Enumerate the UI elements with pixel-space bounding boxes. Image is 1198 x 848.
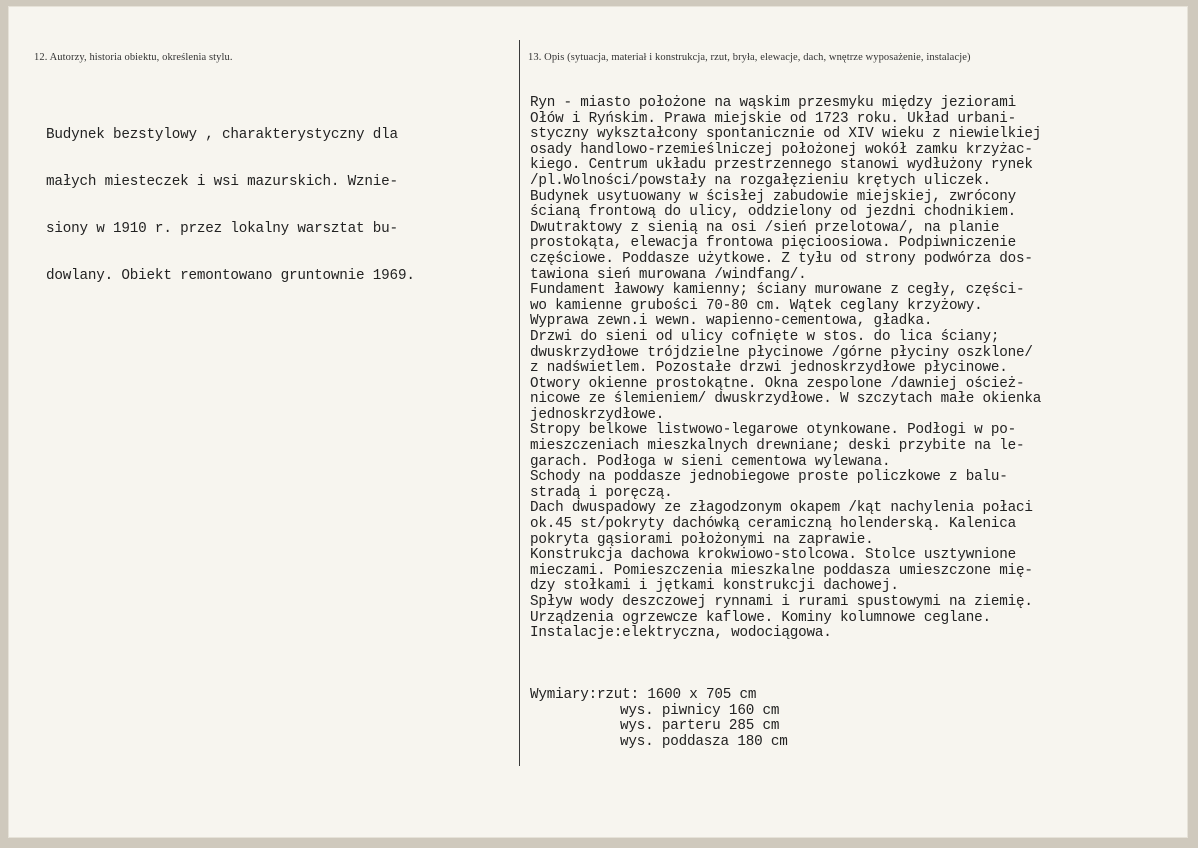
section-13-line: Stropy belkowe listwowo-legarowe otynkowane. Podłogi w po- xyxy=(530,422,1017,439)
section-13-line: stradą i poręczą. xyxy=(530,484,673,501)
section-13-line: prostokąta, elewacja frontowa pięcioosiowa. Podpiwniczenie xyxy=(530,235,1017,252)
section-12-heading: 12. Autorzy, historia obiektu, określenia stylu. xyxy=(34,52,233,63)
section-13-line: mieczami. Pomieszczenia mieszkalne poddasza umieszczone mię- xyxy=(530,562,1033,579)
section-13-line: Schody na poddasze jednobiegowe proste policzkowe z balu- xyxy=(530,469,1008,486)
section-13-line: dzy stołkami i jętkami konstrukcji dachowej. xyxy=(530,578,899,595)
dimension-value: wys. parteru 285 cm xyxy=(620,718,780,735)
section-13-line: garach. Podłoga w sieni cementowa wylewana. xyxy=(530,453,891,470)
section-13-line: Instalacje:elektryczna, wodociągowa. xyxy=(530,625,832,642)
section-13-line: Drzwi do sieni od ulicy cofnięte w stos. do lica ściany; xyxy=(530,328,1000,345)
dimension-value: wys. poddasza 180 cm xyxy=(620,733,788,750)
section-13-line: wo kamienne grubości 70-80 cm. Wątek ceglany krzyżowy. xyxy=(530,297,983,314)
section-13-line: /pl.Wolności/powstały na rozgałęzieniu krętych uliczek. xyxy=(530,172,991,189)
dimension-row xyxy=(530,688,788,704)
section-12-text xyxy=(46,97,415,300)
section-13-line: Ryn - miasto położone na wąskim przesmyku między jeziorami xyxy=(530,95,1017,111)
section-13-line: Wyprawa zewn.i wewn. wapienno-cementowa, gładka. xyxy=(530,313,933,330)
section-12-line: siony w 1910 r. przez lokalny warsztat bu- xyxy=(46,220,398,237)
dimensions-block xyxy=(530,688,788,750)
section-13-line: Fundament ławowy kamienny; ściany murowane z cegły, części- xyxy=(530,282,1025,299)
dimension-row xyxy=(530,735,788,751)
dimensions-label: Wymiary: xyxy=(530,687,598,703)
section-13-line: Ołów i Ryńskim. Prawa miejskie od 1723 roku. Układ urbani- xyxy=(530,110,1017,127)
section-13-text xyxy=(530,96,1041,642)
section-13-line: ścianą frontową do ulicy, oddzielony od jezdni chodnikiem. xyxy=(530,204,1017,221)
dimension-row xyxy=(530,704,788,720)
section-13-line: mieszczeniach mieszkalnych drewniane; deski przybite na le- xyxy=(530,438,1025,455)
section-13-line: osady handlowo-rzemieślniczej położonej wokół zamku krzyżac- xyxy=(530,141,1033,158)
section-13-line: nicowe ze ślemieniem/ dwuskrzydłowe. W szczytach małe okienka xyxy=(530,391,1042,408)
section-13-heading: 13. Opis (sytuacja, materiał i konstrukcja, rzut, bryła, elewacje, dach, wnętrze wyposażenie, instalacje) xyxy=(528,52,971,63)
section-13-line: z nadświetlem. Pozostałe drzwi jednoskrzydłowe płycinowe. xyxy=(530,360,1008,377)
section-12-line: małych miesteczek i wsi mazurskich. Wznie- xyxy=(46,173,398,190)
section-12-line: dowlany. Obiekt remontowano gruntownie 1969. xyxy=(46,267,415,284)
dimension-row xyxy=(530,719,788,735)
section-13-line: częściowe. Poddasze użytkowe. Z tyłu od strony podwórza dos- xyxy=(530,250,1033,267)
section-13-line: Dach dwuspadowy ze złagodzonym okapem /kąt nachylenia połaci xyxy=(530,500,1033,517)
section-13-line: jednoskrzydłowe. xyxy=(530,406,665,423)
section-13-line: Konstrukcja dachowa krokwiowo-stolcowa. Stolce usztywnione xyxy=(530,547,1017,564)
dimension-value: rzut: 1600 x 705 cm xyxy=(597,687,757,703)
section-13-line: Otwory okienne prostokątne. Okna zespolone /dawniej oścież- xyxy=(530,375,1025,392)
section-12-line: Budynek bezstylowy , charakterystyczny dla xyxy=(46,127,398,144)
section-13-line: Urządzenia ogrzewcze kaflowe. Kominy kolumnowe ceglane. xyxy=(530,609,991,626)
section-13-line: tawiona sień murowana /windfang/. xyxy=(530,266,807,283)
section-13-line: Dwutraktowy z sienią na osi /sień przelotowa/, na planie xyxy=(530,219,1000,236)
section-13-line: dwuskrzydłowe trójdzielne płycinowe /górne płyciny oszklone/ xyxy=(530,344,1033,361)
dimension-value: wys. piwnicy 160 cm xyxy=(620,702,780,719)
section-13-line: ok.45 st/pokryty dachówką ceramiczną holenderską. Kalenica xyxy=(530,516,1017,533)
section-13-line: kiego. Centrum układu przestrzennego stanowi wydłużony rynek xyxy=(530,157,1033,174)
section-13-line: styczny wykształcony spontanicznie od XIV wieku z niewielkiej xyxy=(530,126,1042,143)
section-13-line: Spływ wody deszczowej rynnami i rurami spustowymi na ziemię. xyxy=(530,594,1033,610)
section-13-line: Budynek usytuowany w ścisłej zabudowie miejskiej, zwrócony xyxy=(530,188,1017,205)
section-13-line: pokryta gąsiorami położonymi na zaprawie. xyxy=(530,531,874,548)
column-divider xyxy=(519,40,520,766)
